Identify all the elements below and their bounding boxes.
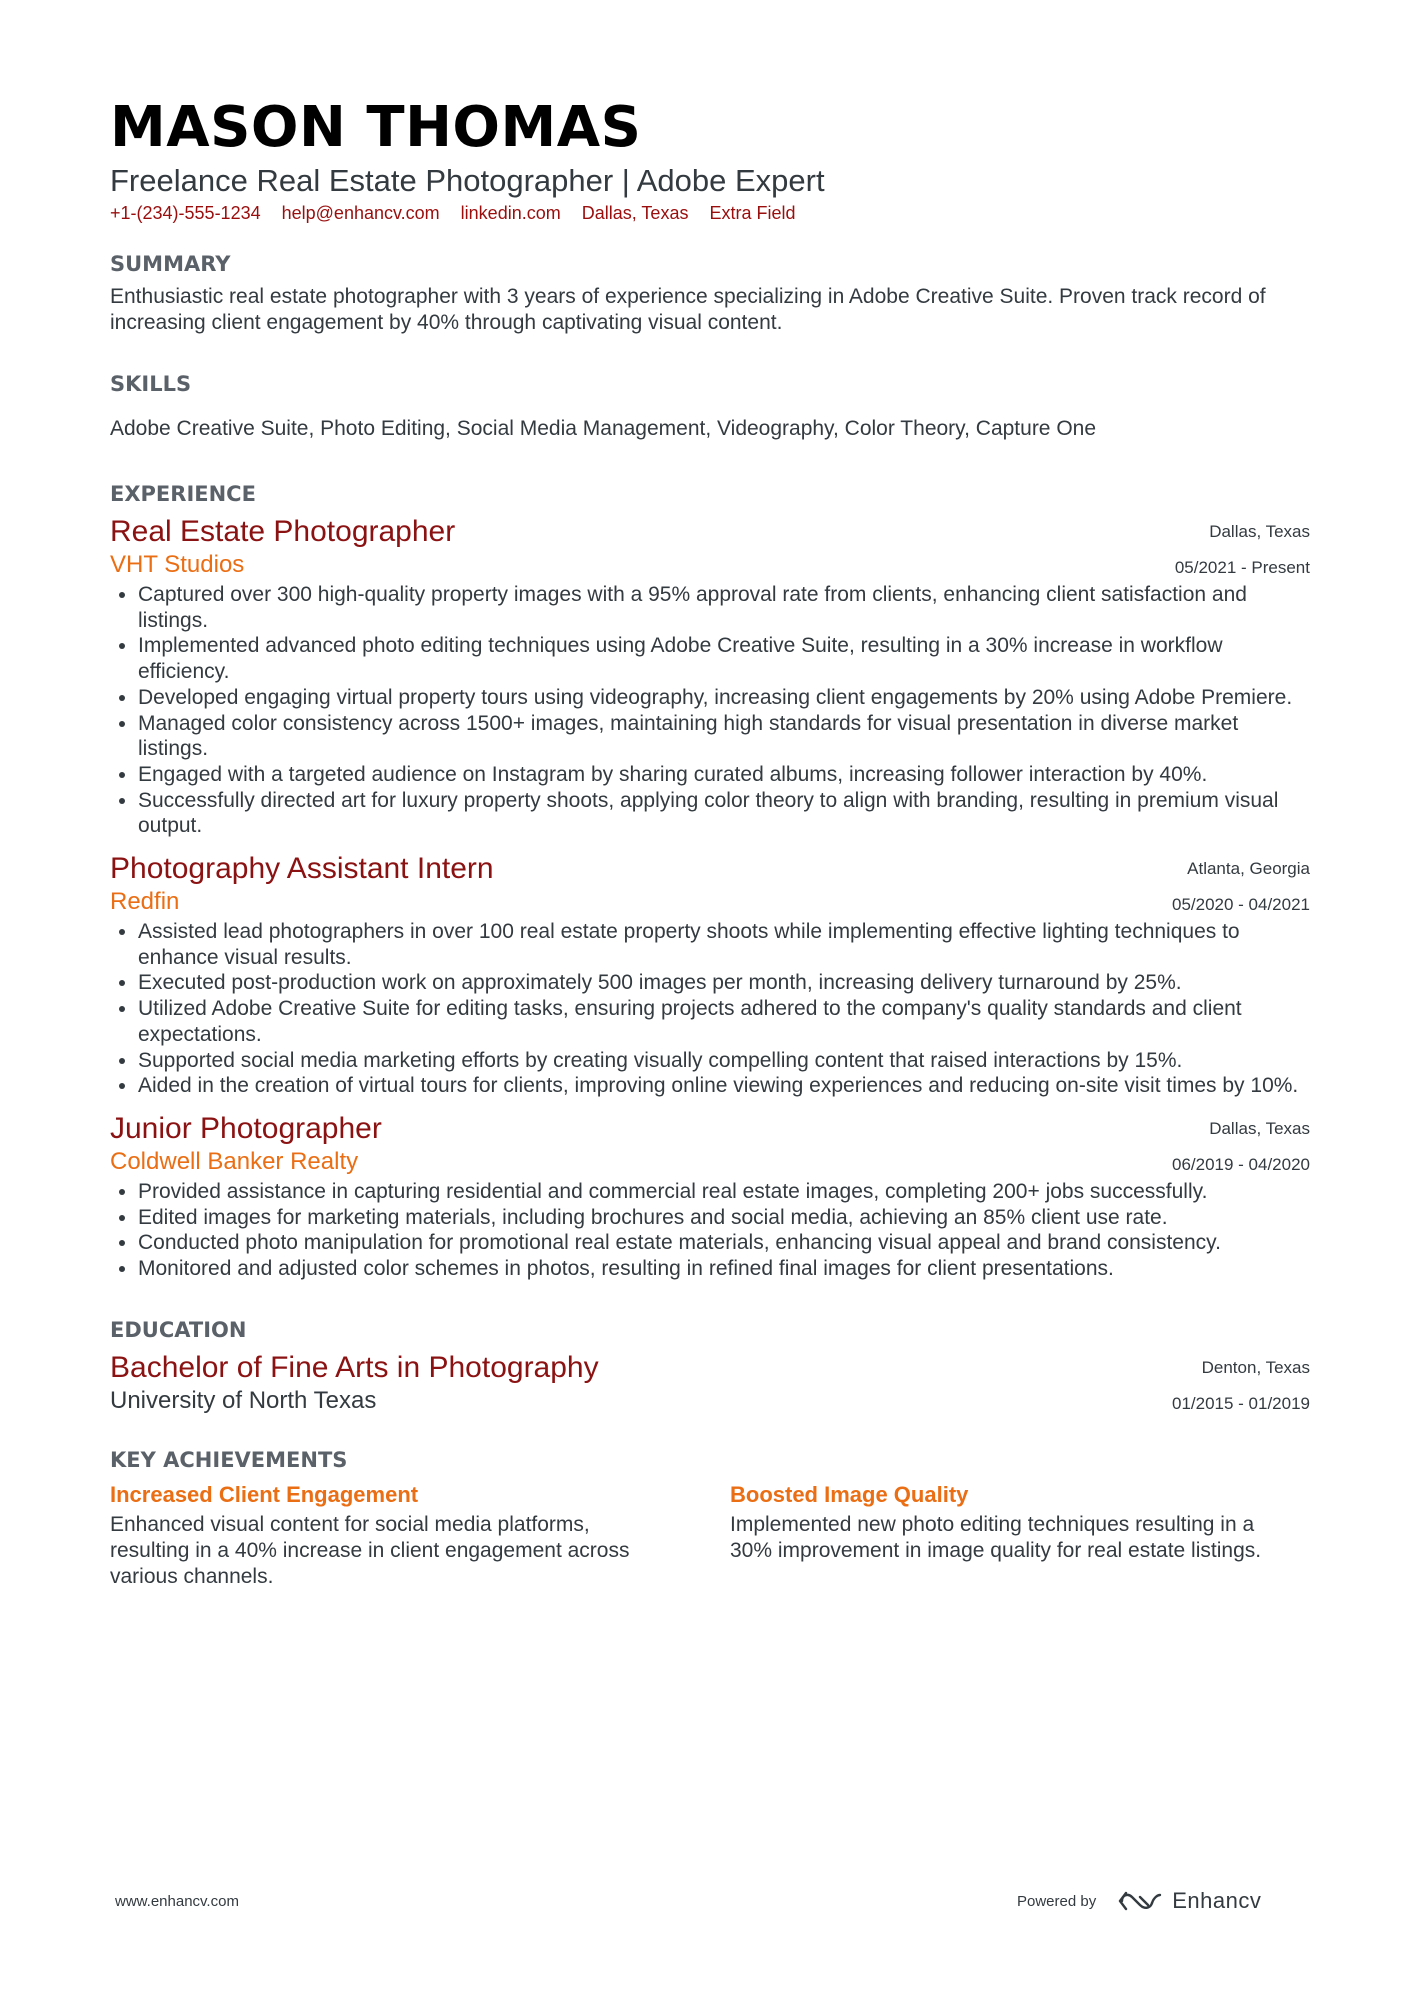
list-item: • Developed engaging virtual property tours using videography, increasing client engagements by 20% using Adobe Premiere. [138, 685, 1310, 711]
job-company: VHT Studios [110, 551, 245, 578]
job-location: Dallas, Texas [1209, 1118, 1310, 1138]
summary-section [110, 252, 1310, 336]
resume-name: MASON THOMAS [110, 95, 642, 160]
job-meta [1175, 514, 1310, 586]
education-degree: Bachelor of Fine Arts in Photography [110, 1350, 599, 1384]
list-item: • Utilized Adobe Creative Suite for editing tasks, ensuring projects adhered to the company's quality standards and client expectations. [138, 996, 1310, 1047]
skills-section [110, 372, 1310, 442]
job-bullets [110, 582, 1310, 839]
achievements-section [110, 1448, 1310, 1590]
list-item: • Implemented advanced photo editing techniques using Adobe Creative Suite, resulting in a 30% increase in workflow efficiency. [138, 633, 1310, 684]
experience-section [110, 482, 1310, 1282]
job-location: Dallas, Texas [1209, 522, 1310, 541]
achievement-text: Enhanced visual content for social media platforms, resulting in a 40% increase in client engagement across various channels. [110, 1512, 630, 1588]
achievement-item [730, 1480, 1280, 1590]
achievements-heading: KEY ACHIEVEMENTS [110, 1447, 348, 1472]
achievement-title: Increased Client Engagement [110, 1481, 419, 1507]
job-title: Photography Assistant Intern [110, 852, 494, 886]
job-company: Redfin [110, 888, 180, 916]
list-item: • Supported social media marketing efforts by creating visually compelling content that raised interactions by 15%. [138, 1048, 1310, 1074]
contact-linkedin[interactable]: linkedin.com [460, 203, 561, 223]
enhancv-logo-icon [1118, 1889, 1162, 1913]
education-dates: 01/2015 - 01/2019 [1171, 1393, 1310, 1413]
summary-heading: SUMMARY [110, 252, 231, 276]
resume-title: Freelance Real Estate Photographer | Adobe Expert [110, 163, 825, 198]
powered-by-label: Powered by [1017, 1892, 1097, 1910]
brand-name: Enhancv [1172, 1888, 1262, 1913]
contact-location: Dallas, Texas [581, 203, 689, 223]
job-company: Coldwell Banker Realty [110, 1147, 359, 1175]
summary-text: Enthusiastic real estate photographer with 3 years of experience specializing in Adobe Creative Suite. Proven track record of increasing client engagement by 40% through captivating visual content. [110, 285, 1266, 334]
job-entry [110, 851, 1310, 1099]
skills-text: Adobe Creative Suite, Photo Editing, Social Media Management, Videography, Color Theory, Capture One [110, 417, 1097, 440]
job-title: Real Estate Photographer [110, 515, 456, 548]
job-bullets [110, 1179, 1310, 1282]
list-item: • Captured over 300 high-quality property images with a 95% approval rate from clients, enhancing client satisfaction and listings. [138, 582, 1310, 633]
powered-by [1017, 1888, 1261, 1914]
job-dates: 06/2019 - 04/2020 [1171, 1154, 1310, 1174]
job-dates: 05/2021 - Present [1174, 558, 1310, 577]
list-item: • Successfully directed art for luxury property shoots, applying color theory to align with branding, resulting in premium visual output. [138, 788, 1310, 839]
contact-email[interactable]: help@enhancv.com [281, 203, 440, 223]
achievement-title: Boosted Image Quality [730, 1481, 969, 1507]
job-entry [110, 1111, 1310, 1282]
achievement-text: Implemented new photo editing techniques resulting in a 30% improvement in image quality for real estate listings. [730, 1512, 1262, 1562]
list-item: • Executed post-production work on approximately 500 images per month, increasing delivery turnaround by 25%. [138, 970, 1310, 996]
resume-page [110, 95, 1310, 1590]
list-item: • Assisted lead photographers in over 100 real estate property shoots while implementing effective lighting techniques to enhance visual results. [138, 919, 1310, 970]
list-item: • Conducted photo manipulation for promotional real estate materials, enhancing visual appeal and brand consistency. [138, 1230, 1310, 1256]
brand-logo[interactable] [1118, 1888, 1261, 1914]
job-title: Junior Photographer [110, 1111, 382, 1145]
achievement-item [110, 1480, 660, 1590]
education-section [110, 1318, 1310, 1416]
list-item: • Provided assistance in capturing residential and commercial real estate images, completing 200+ jobs successfully. [138, 1179, 1310, 1205]
list-item: • Engaged with a targeted audience on Instagram by sharing curated albums, increasing follower interaction by 40%. [138, 762, 1310, 788]
job-location: Atlanta, Georgia [1187, 859, 1310, 879]
contact-extra: Extra Field [709, 203, 796, 223]
list-item: • Edited images for marketing materials, including brochures and social media, achieving an 85% client use rate. [138, 1205, 1310, 1231]
job-meta [1172, 851, 1310, 923]
list-item: • Monitored and adjusted color schemes in photos, resulting in refined final images for client presentations. [138, 1256, 1310, 1282]
education-meta [1172, 1350, 1310, 1422]
education-heading: EDUCATION [110, 1317, 247, 1342]
list-item: • Aided in the creation of virtual tours for clients, improving online viewing experiences and reducing on-site visit times by 10%. [138, 1073, 1310, 1099]
job-entry [110, 514, 1310, 839]
job-dates: 05/2020 - 04/2021 [1171, 895, 1310, 915]
contact-row [110, 203, 1310, 224]
experience-heading: EXPERIENCE [110, 482, 256, 506]
achievements-grid [110, 1480, 1310, 1590]
job-meta [1172, 1111, 1310, 1183]
education-location: Denton, Texas [1201, 1357, 1310, 1377]
list-item: • Managed color consistency across 1500+ images, maintaining high standards for visual presentation in diverse market listings. [138, 711, 1310, 762]
job-bullets [110, 919, 1310, 1099]
contact-phone[interactable]: +1-(234)-555-1234 [110, 203, 261, 223]
education-entry [110, 1350, 1310, 1416]
footer-website[interactable]: www.enhancv.com [115, 1893, 239, 1910]
skills-heading: SKILLS [110, 372, 192, 396]
education-school: University of North Texas [110, 1386, 377, 1414]
